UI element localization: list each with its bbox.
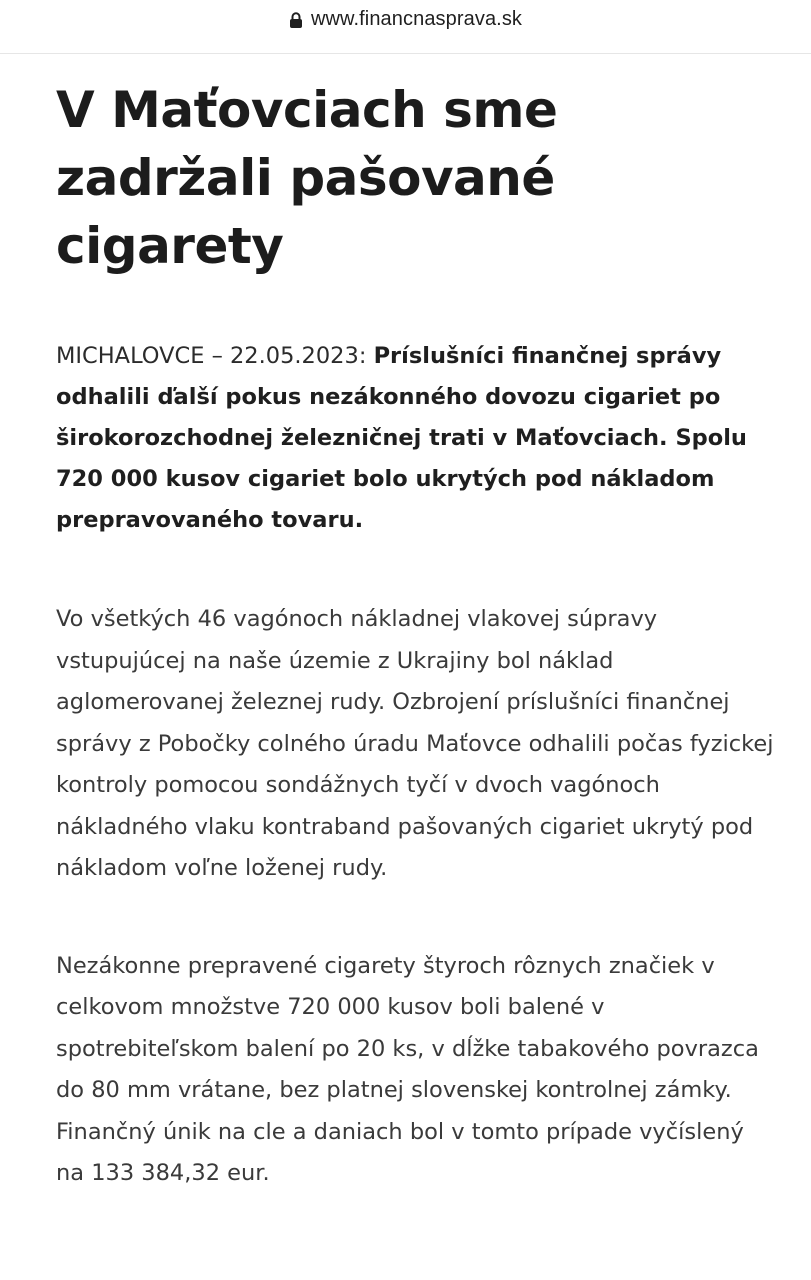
address-bar[interactable] — [0, 0, 811, 54]
lead-summary: Príslušníci finančnej správy odhalili ďalší pokus nezákonného dovozu cigariet po širokorozchodnej železničnej trati v Maťovciach. Spolu 720 000 kusov cigariet bolo ukrytých pod nákladom prepravovaného tovaru. — [56, 343, 747, 533]
lead-dateline: MICHALOVCE – 22.05.2023: — [56, 343, 374, 369]
address-bar-content[interactable] — [289, 8, 522, 31]
article-paragraph-1: Vo všetkých 46 vagónoch nákladnej vlakovej súpravy vstupujúcej na naše územie z Ukrajiny bol náklad aglomerovanej železnej rudy. Ozbrojení príslušníci finančnej správy z Pobočky colného úradu Maťovce odhalili počas fyzickej kontroly pomocou sondážnych tyčí v dvoch vagónoch nákladného vlaku kontraband pašovaných cigariet ukrytý pod nákladom voľne loženej rudy. — [56, 606, 774, 881]
url-text[interactable]: www.financnasprava.sk — [310, 8, 523, 30]
article — [56, 76, 776, 1195]
page-title: V Maťovciach sme zadržali pašované cigarety — [56, 81, 558, 275]
article-paragraph-2: Nezákonne prepravené cigarety štyroch rôznych značiek v celkovom množstve 720 000 kusov boli balené v spotrebiteľskom balení po 20 ks, v dĺžke tabakového povrazca do 80 mm vrátane, bez platnej slovenskej kontrolnej zámky. Finančný únik na cle a daniach bol v tomto prípade vyčíslený na 133 384,32 eur. — [56, 952, 759, 1186]
article-lead — [56, 336, 776, 541]
lock-icon — [289, 12, 303, 28]
